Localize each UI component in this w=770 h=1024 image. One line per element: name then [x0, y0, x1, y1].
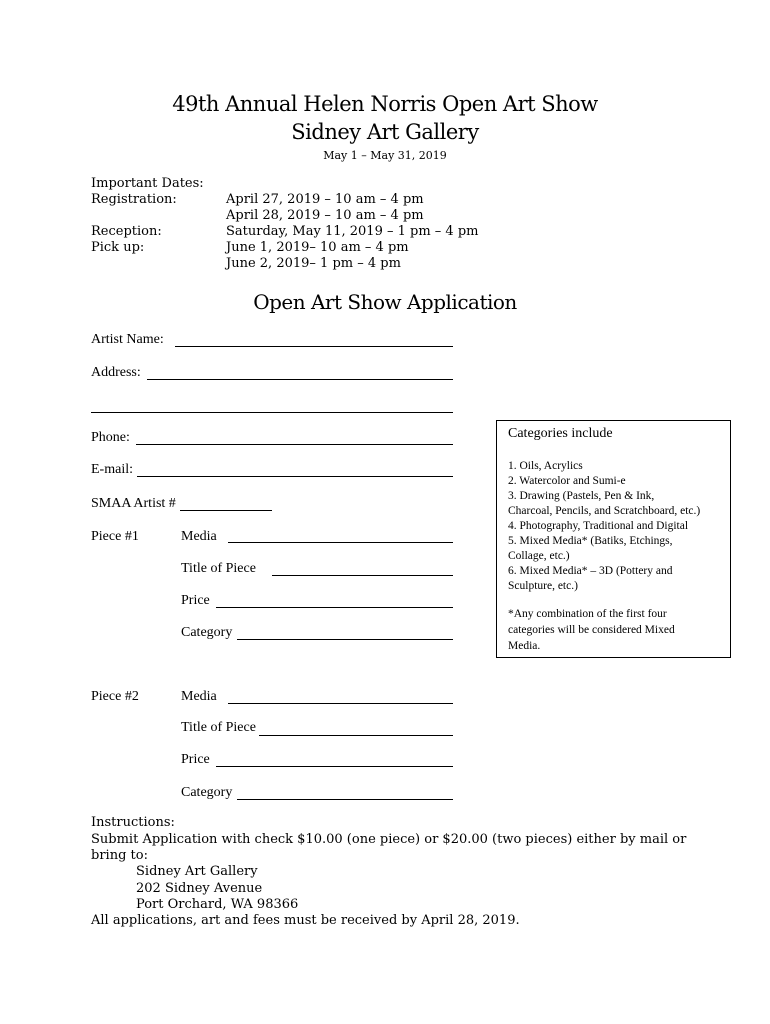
- reception-date: Saturday, May 11, 2019 – 1 pm – 4 pm: [226, 224, 479, 239]
- piece-2-price-label: Price: [181, 752, 210, 767]
- piece-1-title-label: Title of Piece: [181, 561, 256, 576]
- categories-box: [496, 420, 731, 658]
- category-item: 5. Mixed Media* (Batiks, Etchings,: [508, 535, 673, 547]
- piece-2-category-field[interactable]: [237, 799, 453, 800]
- address-field[interactable]: [147, 379, 453, 380]
- categories-note: *Any combination of the first four: [508, 608, 667, 620]
- piece-2-title-label: Title of Piece: [181, 720, 256, 735]
- instructions-text-cont: bring to:: [91, 848, 148, 863]
- address-field-line-2[interactable]: [91, 412, 453, 413]
- piece-2-title-field[interactable]: [259, 735, 453, 736]
- piece-1-price-label: Price: [181, 593, 210, 608]
- smaa-label: SMAA Artist #: [91, 496, 176, 511]
- smaa-field[interactable]: [180, 510, 272, 511]
- piece-2-media-field[interactable]: [228, 703, 453, 704]
- pickup-label: Pick up:: [91, 240, 145, 255]
- categories-note: categories will be considered Mixed: [508, 624, 675, 636]
- page-title: 49th Annual Helen Norris Open Art Show: [172, 92, 598, 116]
- instructions-text: Submit Application with check $10.00 (one piece) or $20.00 (two pieces) either by mail or: [91, 832, 687, 847]
- registration-label: Registration:: [91, 192, 177, 207]
- piece-1-label: Piece #1: [91, 529, 139, 544]
- category-item: 3. Drawing (Pastels, Pen & Ink,: [508, 490, 655, 502]
- category-item: 6. Mixed Media* – 3D (Pottery and: [508, 565, 673, 577]
- piece-2-media-label: Media: [181, 689, 217, 704]
- category-item: 1. Oils, Acrylics: [508, 460, 583, 472]
- gallery-name: Sidney Art Gallery: [291, 120, 479, 144]
- category-item: Charcoal, Pencils, and Scratchboard, etc.): [508, 505, 701, 517]
- mail-address-city: Port Orchard, WA 98366: [136, 897, 299, 912]
- phone-label: Phone:: [91, 430, 130, 445]
- category-item: Collage, etc.): [508, 550, 570, 562]
- piece-1-category-label: Category: [181, 625, 233, 640]
- piece-1-price-field[interactable]: [216, 607, 453, 608]
- artist-name-field[interactable]: [175, 346, 453, 347]
- show-dates: May 1 – May 31, 2019: [323, 149, 447, 162]
- categories-heading: Categories include: [508, 426, 613, 441]
- important-dates-heading: Important Dates:: [91, 176, 204, 191]
- mail-address-name: Sidney Art Gallery: [136, 864, 258, 879]
- instructions-heading: Instructions:: [91, 815, 175, 830]
- categories-note: Media.: [508, 640, 541, 652]
- email-label: E-mail:: [91, 462, 133, 477]
- reception-label: Reception:: [91, 224, 162, 239]
- registration-date-1: April 27, 2019 – 10 am – 4 pm: [226, 192, 424, 207]
- piece-1-media-label: Media: [181, 529, 217, 544]
- piece-2-category-label: Category: [181, 785, 233, 800]
- category-item: 2. Watercolor and Sumi-e: [508, 475, 626, 487]
- piece-1-title-field[interactable]: [272, 575, 453, 576]
- email-field[interactable]: [137, 476, 453, 477]
- category-item: 4. Photography, Traditional and Digital: [508, 520, 689, 532]
- deadline-text: All applications, art and fees must be received by April 28, 2019.: [91, 913, 520, 928]
- address-label: Address:: [91, 365, 141, 380]
- piece-1-category-field[interactable]: [237, 639, 453, 640]
- piece-2-label: Piece #2: [91, 689, 139, 704]
- mail-address-street: 202 Sidney Avenue: [136, 881, 263, 896]
- pickup-date-1: June 1, 2019– 10 am – 4 pm: [226, 240, 409, 255]
- piece-2-price-field[interactable]: [216, 766, 453, 767]
- pickup-date-2: June 2, 2019– 1 pm – 4 pm: [226, 256, 401, 271]
- application-title: Open Art Show Application: [253, 290, 517, 314]
- phone-field[interactable]: [136, 444, 453, 445]
- piece-1-media-field[interactable]: [228, 542, 453, 543]
- registration-date-2: April 28, 2019 – 10 am – 4 pm: [226, 208, 424, 223]
- category-item: Sculpture, etc.): [508, 580, 578, 592]
- artist-name-label: Artist Name:: [91, 332, 164, 347]
